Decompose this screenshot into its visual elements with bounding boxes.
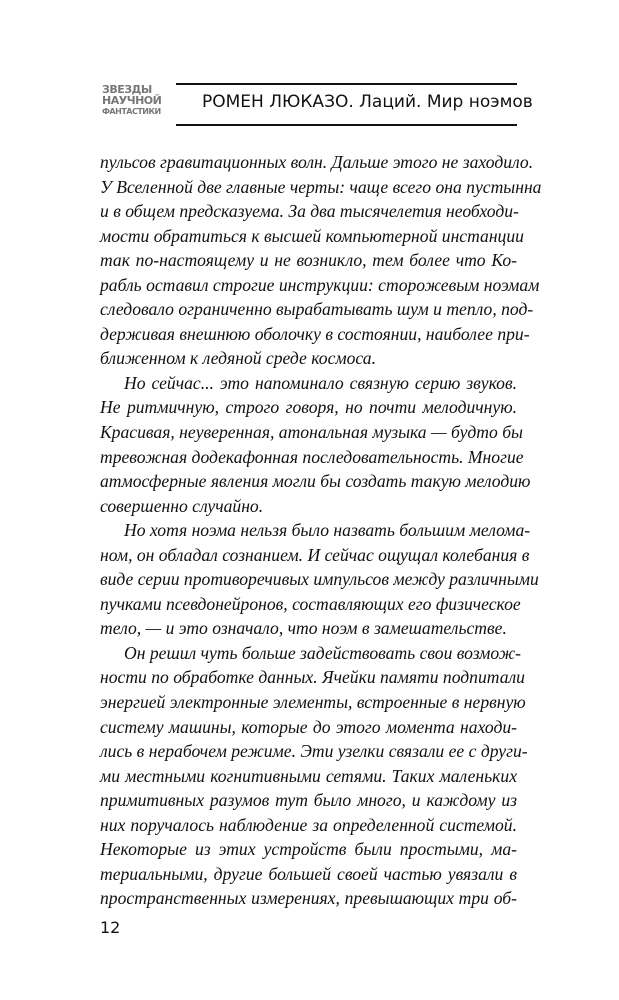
logo-line: ЗВЕЗДЫ: [102, 83, 152, 96]
text-line: Не ритмичную, строго говоря, но почти мелодичную.: [100, 397, 517, 418]
text-line: ближенном к ледяной среде космоса.: [100, 348, 376, 369]
text-line: териальными, другие большей своей частью увязали в: [100, 863, 517, 884]
page-number: 12: [100, 918, 121, 937]
text-line: Но хотя ноэма нельзя было назвать большим мелома-: [124, 520, 531, 541]
text-line: рабль оставил строгие инструкции: сторожевым ноэмам: [100, 274, 540, 295]
text-line: мости обратиться к высшей компьютерной инстанции: [100, 225, 524, 246]
text-line: совершенно случайно.: [100, 495, 264, 516]
header-rule-bottom: [176, 124, 517, 126]
text-line: ном, он обладал сознанием. И сейчас ощущал колебания в: [100, 544, 530, 565]
text-line: У Вселенной две главные черты: чаще всего она пустынна: [100, 176, 542, 197]
text-line: примитивных разумов тут было много, и каждому из: [100, 790, 517, 811]
text-line: энергией электронные элементы, встроенные в нервную: [100, 692, 526, 713]
text-line: тревожная додекафонная последовательность. Многие: [100, 446, 524, 467]
text-line: ми местными когнитивными сетями. Таких маленьких: [100, 765, 517, 786]
logo-line: ФАНТАСТИКИ: [102, 107, 161, 116]
header-rule-top: [176, 83, 517, 85]
text-line: атмосферные явления могли бы создать такую мелодию: [100, 471, 531, 492]
body-text: [100, 150, 542, 911]
text-line: Некоторые из этих устройств были простыми, ма-: [100, 839, 517, 860]
text-line: держивая внешнюю оболочку в состоянии, наиболее при-: [100, 323, 530, 344]
text-line: них поручалось наблюдение за определенной системой.: [100, 814, 517, 835]
text-line: систему машины, которые до этого момента находи-: [100, 716, 517, 737]
text-line: тело, — и это означало, что ноэм в замешательстве.: [100, 618, 507, 639]
text-line: Красивая, неуверенная, атональная музыка — будто бы: [100, 422, 523, 443]
text-line: лись в нерабочем режиме. Эти узелки связали ее с други-: [100, 741, 528, 762]
text-line: пучками псевдонейронов, составляющих его физическое: [100, 593, 521, 614]
text-line: Он решил чуть больше задействовать свои возмож-: [124, 642, 521, 663]
series-logo: [102, 84, 168, 120]
text-line: пространственных измерениях, превышающих три об-: [100, 888, 517, 909]
text-line: следовало ограниченно вырабатывать шум и тепло, под-: [100, 299, 534, 320]
text-line: и в общем предсказуема. За два тысячелетия необходи-: [100, 201, 519, 222]
text-line: виде серии противоречивых импульсов между различными: [100, 569, 539, 590]
logo-line: НАУЧНОЙ: [102, 94, 162, 107]
text-line: ности по обработке данных. Ячейки памяти подпитали: [100, 667, 525, 688]
text-line: Но сейчас... это напоминало связную серию звуков.: [124, 372, 517, 393]
running-header: РОМЕН ЛЮКАЗО. Лаций. Мир ноэмов: [202, 92, 533, 112]
text-line: пульсов гравитационных волн. Дальше этого не заходило.: [100, 152, 534, 172]
text-line: так по-настоящему и не возникло, тем более что Ко-: [100, 250, 517, 271]
